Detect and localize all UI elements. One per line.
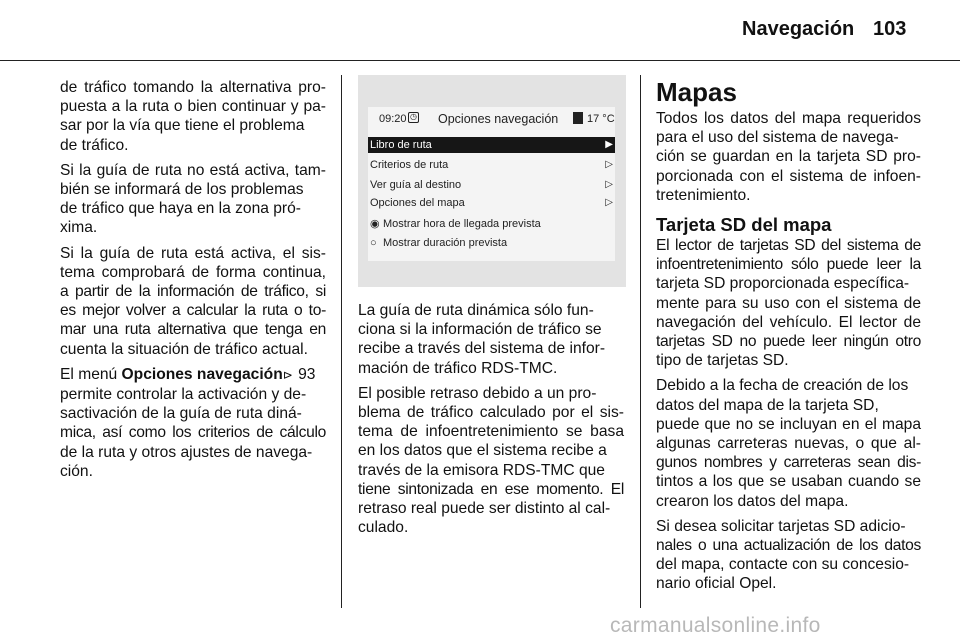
text-line: gunos nombres y carreteras sean dis- bbox=[656, 454, 921, 472]
menu-item-ver-guia-al-destino[interactable] bbox=[368, 177, 615, 193]
text-line: La guía de ruta dinámica sólo fun- bbox=[358, 302, 594, 319]
menu-item-libro-de-ruta[interactable] bbox=[368, 137, 615, 153]
text-line: del mapa, contacte con su concesio- bbox=[656, 556, 910, 574]
text-line: de tráfico que haya en la zona pró- bbox=[60, 200, 301, 218]
temperature-icon bbox=[573, 112, 583, 124]
text-line: tretenimiento. bbox=[656, 186, 751, 204]
text-line: para el uso del sistema de navega- bbox=[656, 129, 899, 147]
text-line: a partir de la información de tráfico, si bbox=[60, 283, 326, 301]
text-line: recibe a través del sistema de infor- bbox=[358, 340, 606, 358]
text-line: puesta a la ruta o bien continuar y pa- bbox=[60, 98, 326, 116]
text-line: El posible retraso debido a un pro- bbox=[358, 384, 597, 402]
text-line: mación de tráfico RDS-TMC. bbox=[358, 359, 558, 377]
chevron-right-icon: ▶ bbox=[605, 139, 613, 150]
paragraph bbox=[656, 517, 921, 594]
paragraph bbox=[358, 384, 624, 538]
radio-unchecked-icon: ○ bbox=[370, 237, 377, 249]
text-line: sactivación de la guía de ruta diná- bbox=[60, 405, 302, 423]
text-line: nario oficial Opel. bbox=[656, 575, 777, 593]
text-line: tarjetas SD no puede leer ningún otro bbox=[656, 333, 921, 351]
text-line: blema de tráfico calculado por el sis- bbox=[358, 404, 624, 422]
screen-figure bbox=[358, 75, 626, 287]
text-line: Si desea solicitar tarjetas SD adicio- bbox=[656, 517, 906, 535]
text-line: en los datos que el sistema recibe a bbox=[358, 442, 607, 460]
menu-item-label: Criterios de ruta bbox=[370, 159, 449, 171]
text-line: infoentretenimiento sólo puede leer la bbox=[656, 256, 921, 274]
column-divider-2 bbox=[640, 75, 641, 608]
radio-option-hora-llegada[interactable] bbox=[370, 216, 615, 232]
text-line: retraso real puede ser distinto al cal- bbox=[358, 500, 611, 518]
column-2 bbox=[358, 301, 624, 543]
radio-label: Mostrar hora de llegada prevista bbox=[383, 218, 541, 230]
text-line: mica, así como los criterios de cálculo bbox=[60, 424, 326, 442]
temperature-readout: 17 °C bbox=[587, 113, 615, 125]
clock-icon: ◷ bbox=[408, 112, 419, 123]
text-line: mente para su uso con el sistema de bbox=[656, 294, 921, 312]
page-number: 103 bbox=[873, 18, 907, 40]
chevron-right-icon: ▷ bbox=[605, 179, 613, 190]
radio-checked-icon: ◉ bbox=[370, 218, 380, 230]
text-line: tarjeta SD proporcionada específica- bbox=[656, 275, 910, 293]
paragraph bbox=[656, 376, 921, 510]
paragraph bbox=[358, 301, 624, 378]
paragraph bbox=[60, 78, 326, 155]
text-line: ciona si la información de tráfico se bbox=[358, 321, 602, 339]
text-line: tema de infoentretenimiento se basa bbox=[358, 423, 624, 441]
text-line: El lector de tarjetas SD del sistema de bbox=[656, 237, 921, 255]
text-line: permite controlar la activación y de- bbox=[60, 386, 307, 404]
text-line bbox=[60, 365, 326, 385]
paragraph bbox=[656, 109, 921, 205]
text-line: nales o una actualización de los datos bbox=[656, 537, 921, 555]
text-line: Si la guía de ruta está activa, el sis- bbox=[60, 244, 326, 262]
watermark: carmanualsonline.info bbox=[610, 614, 821, 637]
text-line: Si la guía de ruta no está activa, tam- bbox=[60, 161, 326, 179]
radio-label: Mostrar duración prevista bbox=[383, 237, 508, 249]
text-line: mar una ruta alternativa que tenga en bbox=[60, 321, 326, 339]
menu-item-label: Ver guía al destino bbox=[370, 179, 462, 191]
menu-item-label: Libro de ruta bbox=[370, 139, 432, 151]
text-line: navegación del vehículo. El lector de bbox=[656, 313, 921, 331]
screen-clock: 09:20 bbox=[379, 113, 407, 125]
text-line: de tráfico tomando la alternativa pro- bbox=[60, 79, 326, 96]
paragraph bbox=[60, 244, 326, 359]
text-line: porcionada con el sistema de infoen- bbox=[656, 167, 921, 185]
text-line: sar por la vía que tiene el problema bbox=[60, 117, 305, 135]
header-rule bbox=[0, 60, 960, 61]
text-line: de tráfico. bbox=[60, 136, 129, 154]
text-line: datos del mapa de la tarjeta SD, bbox=[656, 396, 879, 414]
text-line: Debido a la fecha de creación de los bbox=[656, 377, 909, 395]
menu-intro-text: El menú bbox=[60, 365, 122, 383]
page-header-title: Navegación bbox=[742, 18, 855, 40]
menu-item-criterios-de-ruta[interactable] bbox=[368, 157, 615, 173]
menu-item-label: Opciones del mapa bbox=[370, 197, 465, 209]
column-3 bbox=[656, 77, 921, 600]
text-line: tipo de tarjetas SD. bbox=[656, 352, 789, 370]
chevron-right-icon: ▷ bbox=[605, 159, 613, 170]
text-line: Todos los datos del mapa requeridos bbox=[656, 110, 921, 127]
radio-option-duracion[interactable] bbox=[370, 235, 615, 251]
display-screen bbox=[368, 107, 615, 261]
text-line: algunas carreteras nuevas, o que al- bbox=[656, 435, 921, 453]
page-reference[interactable]: 93 bbox=[293, 365, 316, 383]
text-line: de la ruta y otros ajustes de navega- bbox=[60, 443, 313, 461]
paragraph bbox=[656, 236, 921, 370]
column-1 bbox=[60, 78, 326, 487]
column-divider-1 bbox=[341, 75, 342, 608]
page-reference-icon: ⊳ bbox=[282, 367, 293, 382]
subheading-tarjeta-sd: Tarjeta SD del mapa bbox=[656, 214, 832, 236]
paragraph bbox=[60, 365, 326, 481]
text-line: tema comprobará de forma continua, bbox=[60, 263, 326, 281]
chevron-right-icon: ▷ bbox=[605, 197, 613, 208]
text-line: ción se guardan en la tarjeta SD pro- bbox=[656, 148, 921, 166]
text-line: tintos a los que se usaban cuando se bbox=[656, 473, 921, 491]
text-line: xima. bbox=[60, 219, 98, 237]
text-line: culado. bbox=[358, 519, 409, 537]
text-line: bién se informará de los problemas bbox=[60, 181, 304, 199]
text-line: través de la emisora RDS-TMC que bbox=[358, 461, 605, 479]
text-line: puede que no se incluyan en el mapa bbox=[656, 415, 921, 433]
text-line: tiene sintonizada en ese momento. El bbox=[358, 480, 624, 498]
menu-item-opciones-del-mapa[interactable] bbox=[368, 195, 615, 211]
text-line: cuenta la situación de tráfico actual. bbox=[60, 340, 308, 358]
section-heading-mapas: Mapas bbox=[656, 77, 737, 107]
screen-title: Opciones navegación bbox=[438, 112, 559, 126]
paragraph bbox=[60, 161, 326, 238]
text-line: es mejor volver a calcular la ruta o to- bbox=[60, 302, 326, 320]
menu-name-bold: Opciones navegación bbox=[121, 365, 283, 383]
text-line: ción. bbox=[60, 462, 93, 480]
text-line: crearon los datos del mapa. bbox=[656, 492, 849, 510]
